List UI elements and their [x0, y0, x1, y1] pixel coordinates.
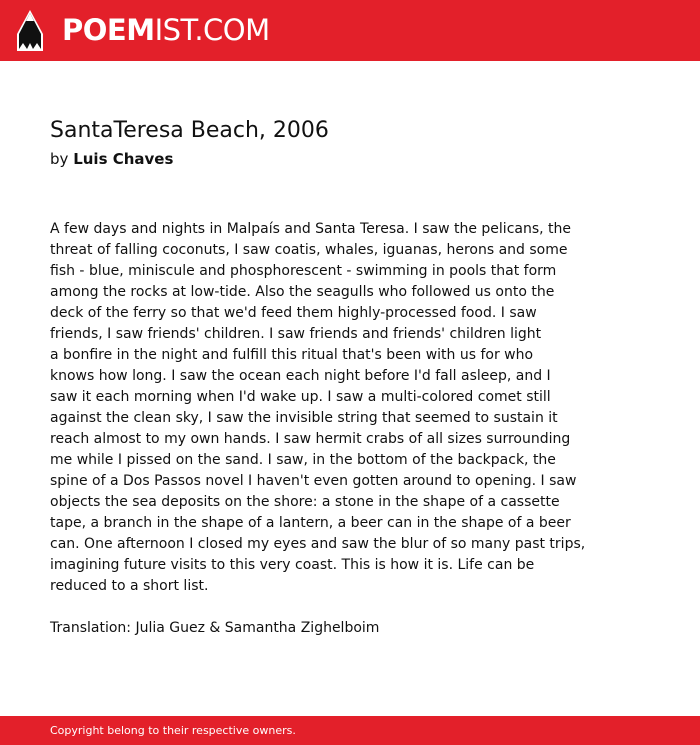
pencil-icon[interactable]	[17, 10, 43, 51]
poem-line: threat of falling coconuts, I saw coatis, whales, iguanas, herons and some	[50, 242, 568, 258]
site-footer	[0, 716, 700, 745]
translation-credit: Translation: Julia Guez & Samantha Zighelboim	[50, 620, 380, 636]
poem-body	[50, 219, 590, 597]
poem-line: reduced to a short list.	[50, 578, 209, 594]
poem-line: spine of a Dos Passos novel I haven't even gotten around to opening. I saw	[50, 473, 577, 489]
poem-line: saw it each morning when I'd wake up. I saw a multi-colored comet still	[50, 389, 551, 405]
poem-line: imagining future visits to this very coast. This is how it is. Life can be	[50, 557, 535, 573]
site-header	[0, 0, 700, 61]
poem-line: me while I pissed on the sand. I saw, in the bottom of the backpack, the	[50, 452, 556, 468]
poem-line: deck of the ferry so that we'd feed them highly-processed food. I saw	[50, 305, 537, 321]
poem-line: knows how long. I saw the ocean each night before I'd fall asleep, and I	[50, 368, 551, 384]
site-logo[interactable]	[62, 12, 270, 48]
poem-line: can. One afternoon I closed my eyes and saw the blur of so many past trips,	[50, 536, 586, 552]
brand-bold: POEM	[62, 13, 155, 47]
poem-line: tape, a branch in the shape of a lantern, a beer can in the shape of a beer	[50, 515, 571, 531]
copyright-text: Copyright belong to their respective owners.	[50, 724, 296, 737]
poem-line: A few days and nights in Malpaís and Santa Teresa. I saw the pelicans, the	[50, 221, 572, 237]
poem-line: friends, I saw friends' children. I saw friends and friends' children light	[50, 326, 542, 342]
author-name: Luis Chaves	[73, 150, 174, 168]
by-label: by	[50, 150, 69, 168]
poem-line: fish - blue, miniscule and phosphorescent - swimming in pools that form	[50, 263, 557, 279]
poem-line: reach almost to my own hands. I saw hermit crabs of all sizes surrounding	[50, 431, 571, 447]
poem-line: against the clean sky, I saw the invisible string that seemed to sustain it	[50, 410, 558, 426]
poem-line: a bonfire in the night and fulfill this ritual that's been with us for who	[50, 347, 534, 363]
byline	[50, 149, 173, 169]
poem-line: objects the sea deposits on the shore: a stone in the shape of a cassette	[50, 494, 560, 510]
poem-title: SantaTeresa Beach, 2006	[50, 118, 329, 143]
brand-light: IST.COM	[154, 13, 270, 47]
poem-line: among the rocks at low-tide. Also the seagulls who followed us onto the	[50, 284, 555, 300]
